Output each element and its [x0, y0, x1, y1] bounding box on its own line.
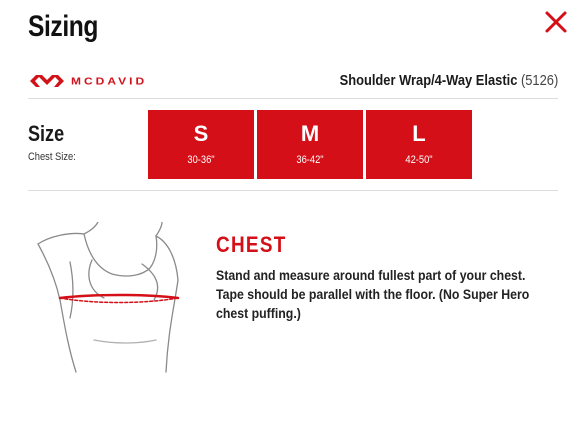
- product-name: Shoulder Wrap/4-Way Elastic: [339, 72, 518, 89]
- size-label: Size: [28, 121, 65, 146]
- size-letter: M: [300, 121, 320, 146]
- mcdavid-m-icon: [28, 74, 66, 88]
- size-button-l[interactable]: [366, 110, 472, 179]
- size-letter: S: [193, 121, 209, 146]
- measurement-title: CHEST: [216, 232, 287, 257]
- chest-measurement-illustration: [34, 222, 184, 382]
- chest-size-label: Chest Size:: [28, 151, 76, 163]
- mcdavid-logo: [28, 74, 147, 88]
- size-range: 42-50": [405, 154, 433, 166]
- brand-row: [28, 66, 558, 99]
- close-icon: [542, 8, 570, 36]
- size-letter: L: [412, 121, 426, 146]
- close-button[interactable]: [542, 8, 570, 36]
- measuring-tape-icon: [34, 222, 184, 382]
- size-button-s[interactable]: [148, 110, 254, 179]
- page-title: Sizing: [28, 10, 98, 43]
- logo-wordmark: MCDAVID: [71, 75, 148, 87]
- size-range: 30-36": [187, 154, 215, 166]
- size-button-m[interactable]: [257, 110, 363, 179]
- product-code: (5126): [520, 72, 558, 89]
- measurement-description: Stand and measure around fullest part of your chest. Tape should be parallel with the floor. (No Super Hero chest puffing.): [216, 267, 530, 321]
- product-title: [339, 72, 558, 89]
- size-chart: [28, 104, 558, 191]
- size-range: 36-42": [296, 154, 324, 166]
